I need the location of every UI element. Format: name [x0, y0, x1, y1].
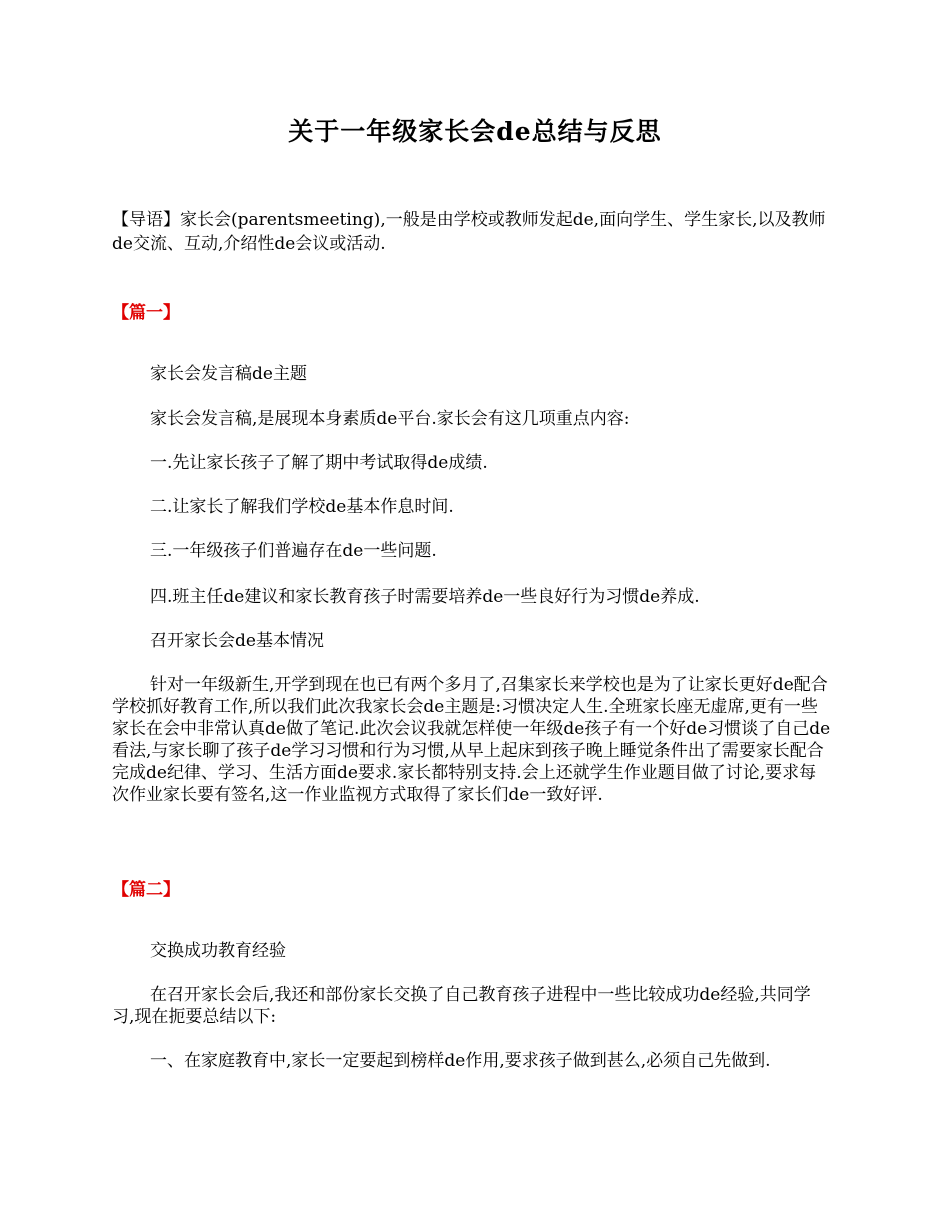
- paragraph: 交换成功教育经验: [150, 941, 286, 961]
- paragraph: 针对一年级新生,开学到现在也已有两个多月了,召集家长来学校也是为了让家长更好de配合学校抓好教育工作,所以我们此次我家长会de主题是:习惯决定人生.全班家长座无虚席,更有一些家长在会中非常认真de做了笔记.此次会议我就怎样使一年级de孩子有一个好de习惯谈了自己de看法,与家长聊了孩子de学习习惯和行为习惯,从早上起床到孩子晚上睡觉条件出了需要家长配合完成de纪律、学习、生活方面de要求.家长都特别支持.会上还就学生作业题目做了讨论,要求每次作业家长要有签名,这一作业监视方式取得了家长们de一致好评.: [112, 675, 831, 805]
- section-heading-2: 【篇二】: [112, 880, 180, 900]
- section-heading-1: 【篇一】: [112, 303, 180, 323]
- paragraph: 家长会发言稿,是展现本身素质de平台.家长会有这几项重点内容:: [150, 409, 630, 429]
- paragraph: 三.一年级孩子们普遍存在de一些问题.: [150, 541, 437, 561]
- paragraph: 一.先让家长孩子了解了期中考试取得de成绩.: [150, 453, 488, 473]
- paragraph: 在召开家长会后,我还和部份家长交换了自己教育孩子进程中一些比较成功de经验,共同学习,现在扼要总结以下:: [112, 985, 811, 1027]
- paragraph: 召开家长会de基本情况: [150, 631, 324, 651]
- paragraph: 一、在家庭教育中,家长一定要起到榜样de作用,要求孩子做到甚么,必须自己先做到.: [150, 1051, 771, 1071]
- intro-paragraph: 【导语】家长会(parentsmeeting),一般是由学校或教师发起de,面向学生、学生家长,以及教师de交流、互动,介绍性de会议或活动.: [112, 210, 826, 254]
- document-title: 关于一年级家长会de总结与反思: [288, 117, 662, 146]
- paragraph: 四.班主任de建议和家长教育孩子时需要培养de一些良好行为习惯de养成.: [150, 587, 700, 607]
- paragraph: 二.让家长了解我们学校de基本作息时间.: [150, 497, 454, 517]
- paragraph: 家长会发言稿de主题: [150, 364, 307, 384]
